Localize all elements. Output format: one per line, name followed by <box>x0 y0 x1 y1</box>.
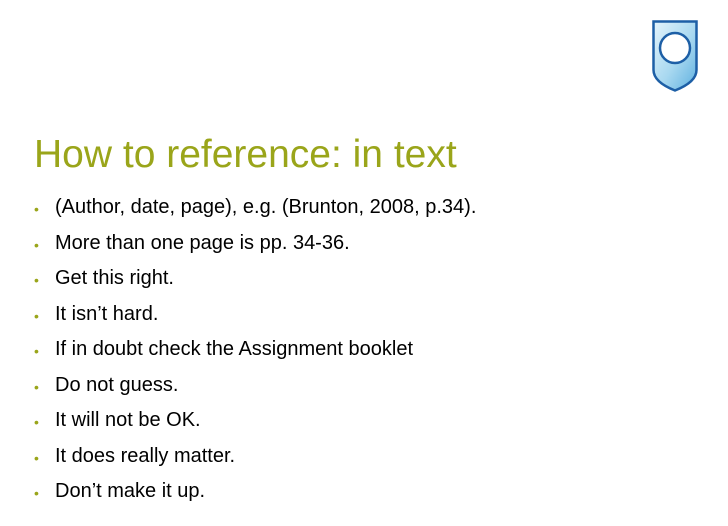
bullet-item <box>33 403 476 439</box>
open-university-shield-icon <box>652 20 698 92</box>
bullet-text: It will not be OK. <box>55 409 201 431</box>
bullet-item <box>33 368 476 404</box>
bullet-dot-icon: • <box>34 272 39 288</box>
bullet-text: More than one page is pp. 34-36. <box>55 231 350 254</box>
bullet-text: (Author, date, page), e.g. (Brunton, 2008, p.34). <box>55 196 477 218</box>
bullet-dot-icon: • <box>34 343 39 359</box>
bullet-item <box>33 332 476 368</box>
bullet-text: Don’t make it up. <box>55 480 206 502</box>
bullet-dot-icon: • <box>34 414 39 430</box>
bullet-dot-icon: • <box>34 307 39 324</box>
bullet-item <box>33 439 476 475</box>
bullet-text: Get this right. <box>55 267 174 289</box>
bullet-text: It does really matter. <box>55 444 236 467</box>
bullet-dot-icon: • <box>34 485 39 501</box>
bullet-text: It isn’t hard. <box>55 302 159 325</box>
bullet-text: If in doubt check the Assignment booklet <box>55 338 413 360</box>
bullet-text: Do not guess. <box>55 373 179 396</box>
bullet-dot-icon: • <box>34 449 39 466</box>
bullet-item <box>33 226 476 262</box>
bullet-item <box>33 261 476 297</box>
bullet-list <box>33 190 476 510</box>
bullet-item <box>33 190 476 226</box>
slide-title: How to reference: in text <box>34 133 457 176</box>
bullet-item <box>33 474 476 510</box>
bullet-dot-icon: • <box>34 236 39 253</box>
bullet-item <box>33 297 476 333</box>
bullet-dot-icon: • <box>34 378 39 395</box>
bullet-dot-icon: • <box>34 201 39 217</box>
